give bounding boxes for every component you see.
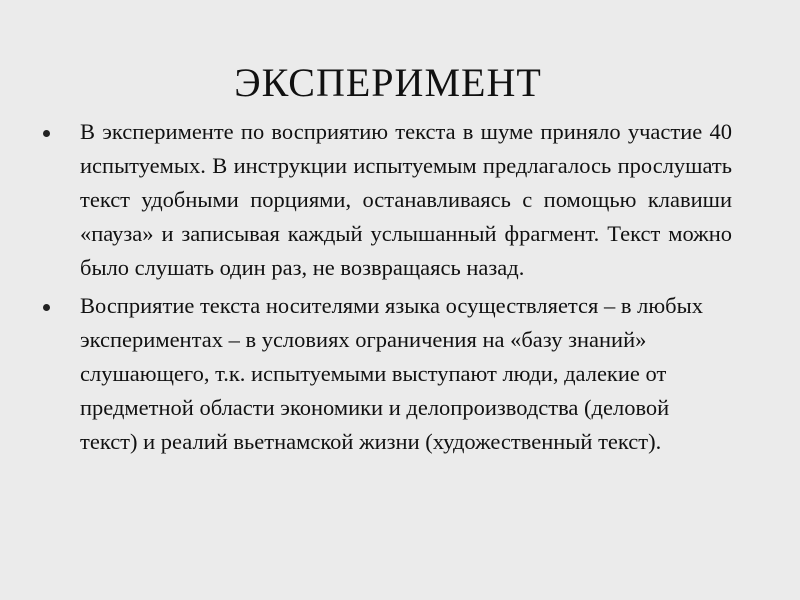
bullet-icon: [43, 304, 50, 311]
bullet-text: В эксперименте по восприятию текста в шуме приняло участие 40 испытуемых. В инструкции испытуемым предлагалось прослушать текст удобными порциями, останавливаясь с помощью клавиши «пауза» и записывая каждый услышанный фрагмент. Текст можно было слушать один раз, не возвращаясь назад.: [80, 119, 732, 280]
bullet-item-knowledge-base: [40, 289, 732, 459]
bullet-text: Восприятие текста носителями языка осуществляется – в любых экспериментах – в условиях ограничения на «базу знаний» слушающего, т.к. испытуемыми выступают люди, далекие от предметной области экономики и делопроизводства (деловой текст) и реалий вьетнамской жизни (художественный текст).: [80, 293, 703, 454]
slide-title: ЭКСПЕРИМЕНТ: [234, 60, 542, 105]
bullet-item-experiment-description: [40, 115, 732, 285]
bullet-list: [40, 115, 732, 463]
bullet-icon: [43, 130, 50, 137]
